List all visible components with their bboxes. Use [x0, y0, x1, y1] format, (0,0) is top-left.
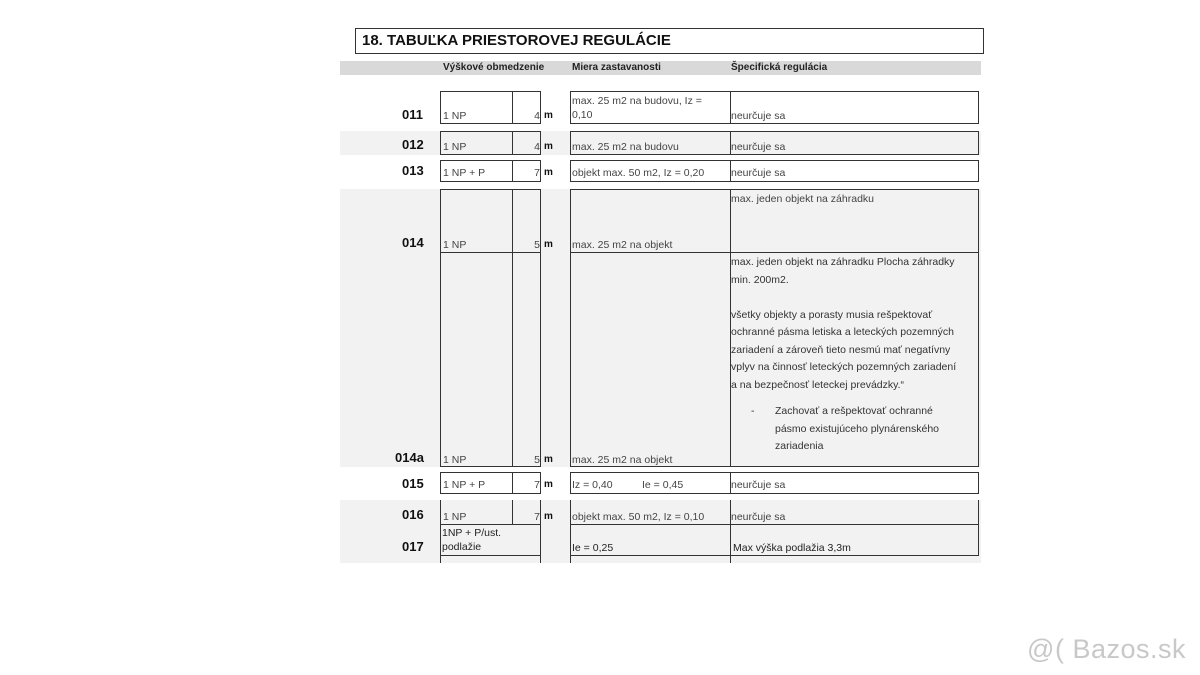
coverage: objekt max. 50 m2, Iz = 0,20 [572, 167, 705, 179]
specific-regulation: neurčuje sa [731, 141, 786, 153]
header-coverage: Miera zastavanosti [572, 62, 661, 73]
coverage: Ie = 0,25 [572, 542, 614, 554]
floors: 1 NP [443, 511, 467, 523]
specific-regulation: neurčuje sa [731, 479, 786, 491]
specific-regulation: neurčuje sa [731, 167, 786, 179]
floors: 1 NP + P [443, 479, 486, 491]
zone-code: 014a [395, 450, 424, 465]
zone-code: 011 [402, 107, 423, 122]
unit: m [544, 454, 553, 465]
specific-regulation: max. jeden objekt na záhradku [731, 193, 875, 205]
floors: 1 NP [443, 110, 467, 122]
coverage: max. 25 m2 na objekt [572, 454, 673, 466]
specific-regulation: neurčuje sa [731, 110, 786, 122]
specific-regulation: neurčuje sa [731, 511, 786, 523]
height-value: 7 [534, 511, 540, 523]
header-height-limit: Výškové obmedzenie [443, 62, 545, 73]
height-value: 5 [534, 239, 540, 251]
zone-code: 012 [402, 137, 424, 152]
zone-code: 016 [402, 507, 424, 522]
unit: m [544, 511, 553, 522]
coverage-ie: Ie = 0,45 [642, 479, 684, 491]
floors: 1 NP [443, 454, 467, 466]
height-value: 4 [534, 110, 540, 122]
coverage-iz: Iz = 0,40 [572, 479, 613, 491]
bullet-mark: - [751, 405, 755, 417]
unit: m [544, 110, 553, 121]
height-value: 7 [534, 167, 540, 179]
specific-regulation: Max výška podlažia 3,3m [733, 542, 851, 554]
zone-code: 013 [402, 163, 424, 178]
unit: m [544, 141, 553, 152]
unit: m [544, 239, 553, 250]
height-value: 7 [534, 479, 540, 491]
unit: m [544, 479, 553, 490]
coverage: max. 25 m2 na budovu, Iz = [572, 95, 702, 107]
floors: 1 NP + P [443, 167, 486, 179]
bullet-text: Zachovať a rešpektovať ochranné pásmo existujúceho plynárenského zariadenia [775, 405, 940, 452]
specific-regulation: max. jeden objekt na záhradku Plocha záhradky min. 200m2. všetky objekty a porasty musia rešpektovať ochranné pásma letiska a leteckých pozemných zariadení a zároveň tieto nesmú mať negatívny vplyv na činnosť leteckých pozemných zariadení a na bezpečnosť leteckej prevádzky.“ [731, 256, 957, 391]
floors: 1NP + P/ust. [442, 527, 502, 539]
zone-code: 017 [402, 539, 424, 554]
table-title: 18. TABUĽKA PRIESTOROVEJ REGULÁCIE [355, 28, 984, 54]
floors: 1 NP [443, 239, 467, 251]
coverage: max. 25 m2 na objekt [572, 239, 673, 251]
zone-code: 014 [402, 235, 424, 250]
floors-line-2: podlažie [442, 541, 482, 553]
coverage-line-2: 0,10 [572, 109, 593, 121]
height-value: 5 [534, 454, 540, 466]
unit: m [544, 167, 553, 178]
bazos-watermark: @( Bazos.sk [1027, 634, 1186, 664]
zone-code: 015 [402, 476, 424, 491]
floors: 1 NP [443, 141, 467, 153]
coverage: max. 25 m2 na budovu [572, 141, 679, 153]
coverage: objekt max. 50 m2, Iz = 0,10 [572, 511, 705, 523]
height-value: 4 [534, 141, 540, 153]
header-specific: Špecifická regulácia [731, 62, 828, 73]
